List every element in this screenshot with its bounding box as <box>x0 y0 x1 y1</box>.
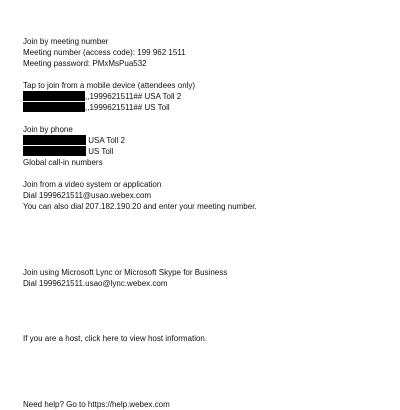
meeting-password: Meeting password: PMxMsPua532 <box>23 59 147 68</box>
lync-skype-heading: Join using Microsoft Lync or Microsoft Skype for Business <box>23 268 228 277</box>
redacted-phone-number <box>23 135 86 145</box>
phone-entry-text: US Toll <box>88 147 114 156</box>
phone-entry-us-toll <box>23 146 393 157</box>
mobile-entry-text: ,,1999621511## US Toll <box>85 103 170 112</box>
join-by-number-heading: Join by meeting number <box>23 37 109 46</box>
global-call-in-numbers-link[interactable]: Global call-in numbers <box>23 158 103 167</box>
video-ip-dial-line: You can also dial 207.182.190.20 and enter your meeting number. <box>23 202 257 211</box>
video-dial-line: Dial 1999621511@usao.webex.com <box>23 191 152 200</box>
join-by-phone-heading: Join by phone <box>23 125 73 134</box>
mobile-entry-us-toll[interactable] <box>23 102 393 113</box>
meeting-invitation <box>23 36 393 410</box>
help-link[interactable]: Need help? Go to https://help.webex.com <box>23 400 170 409</box>
phone-entry-usa-toll-2 <box>23 135 393 146</box>
phone-entry-text: USA Toll 2 <box>88 136 125 145</box>
redacted-phone-number <box>23 146 86 156</box>
mobile-entry-usa-toll-2[interactable] <box>23 91 393 102</box>
redacted-phone-number <box>23 91 85 101</box>
mobile-join-heading: Tap to join from a mobile device (attendees only) <box>23 81 196 90</box>
lync-dial-line: Dial 1999621511.usao@lync.webex.com <box>23 279 168 288</box>
redacted-phone-number <box>23 102 85 112</box>
video-system-heading: Join from a video system or application <box>23 180 162 189</box>
meeting-number: Meeting number (access code): 199 962 1511 <box>23 48 186 57</box>
mobile-entry-text: ,,1999621511## USA Toll 2 <box>85 92 182 101</box>
host-information-link[interactable]: If you are a host, click here to view host information. <box>23 334 208 343</box>
